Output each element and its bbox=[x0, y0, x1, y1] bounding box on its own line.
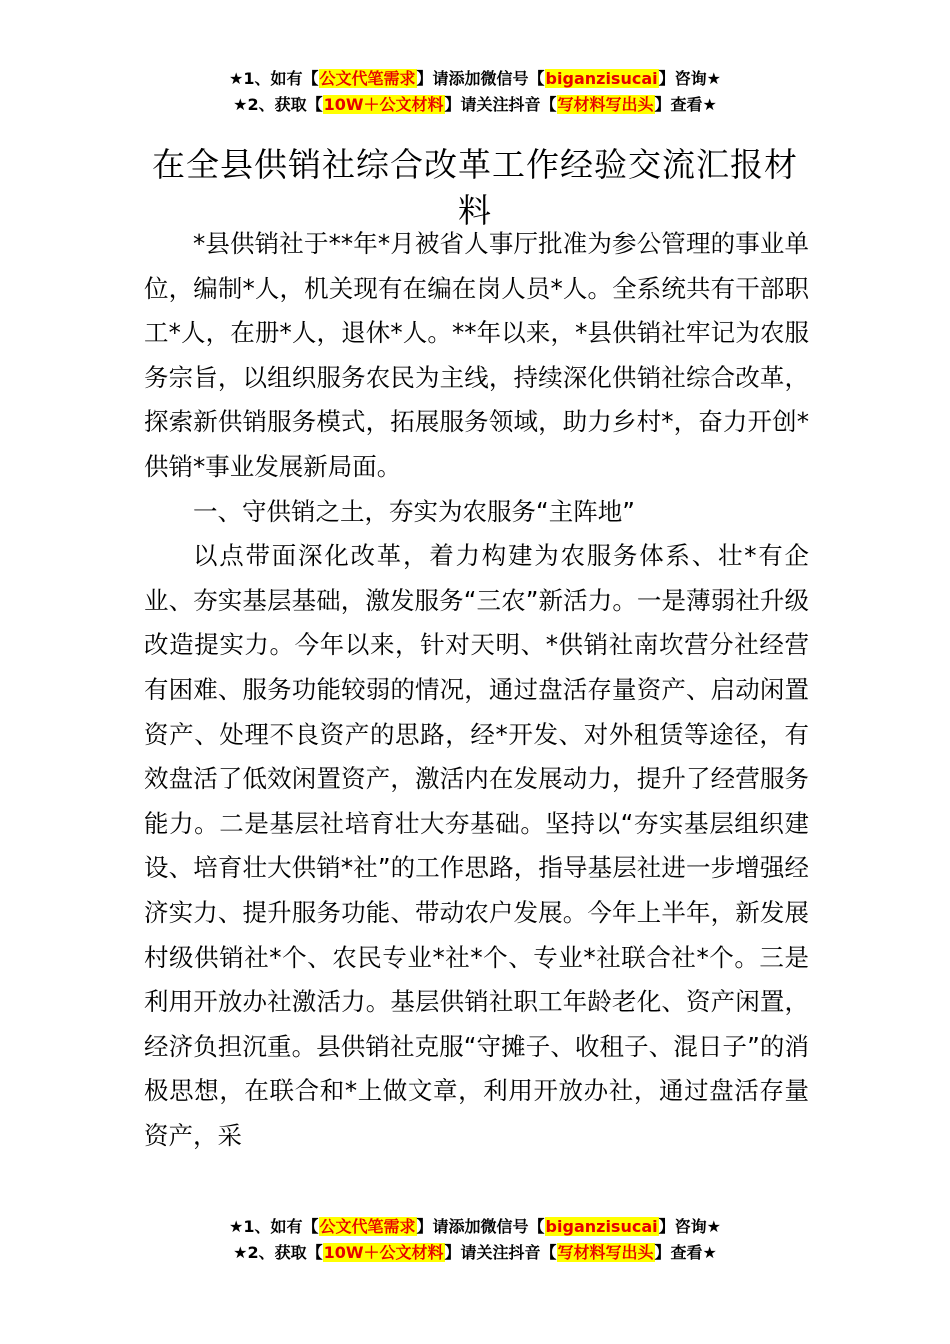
banner-line-2 bbox=[0, 1240, 950, 1266]
intro-paragraph: *县供销社于**年*月被省人事厅批准为参公管理的事业单位，编制*人，机关现有在编在岗人员*人。全系统共有干部职工*人，在册*人，退休*人。**年以来，*县供销社牢记为农服务宗旨，以组织服务农民为主线，持续深化供销社综合改革，探索新供销服务模式，拓展服务领域，助力乡村*，奋力开创*供销*事业发展新局面。 bbox=[144, 229, 809, 481]
banner-highlight-douyin: 写材料写出头 bbox=[557, 95, 654, 114]
banner-text: 】查看★ bbox=[654, 95, 717, 114]
banner-highlight-douyin: 写材料写出头 bbox=[557, 1243, 654, 1262]
banner-text: 】请添加微信号【 bbox=[416, 69, 545, 88]
banner-text: 】咨询★ bbox=[658, 69, 721, 88]
banner-text: 】咨询★ bbox=[658, 1217, 721, 1236]
document-title: 在全县供销社综合改革工作经验交流汇报材料 bbox=[152, 145, 798, 231]
banner-text: ★1、如有【 bbox=[229, 1217, 319, 1236]
banner-line-1 bbox=[0, 1214, 950, 1240]
banner-highlight: 公文代笔需求 bbox=[319, 69, 416, 88]
banner-highlight: 公文代笔需求 bbox=[319, 1217, 416, 1236]
document-body bbox=[144, 222, 809, 1158]
banner-line-1 bbox=[0, 66, 950, 92]
body-paragraph: 以点带面深化改革，着力构建为农服务体系、壮*有企业、夯实基层基础，激发服务“三农”新活力。一是薄弱社升级改造提实力。今年以来，针对天明、*供销社南坎营分社经营有困难、服务功能较弱的情况，通过盘活存量资产、启动闲置资产、处理不良资产的思路，经*开发、对外租赁等途径，有效盘活了低效闲置资产，激活内在发展动力，提升了经营服务能力。二是基层社培育壮大夯基础。坚持以“夯实基层组织建设、培育壮大供销*社”的工作思路，指导基层社进一步增强经济实力、提升服务功能、带动农户发展。今年上半年，新发展村级供销社*个、农民专业*社*个、专业*社联合社*个。三是利用开放办社激活力。基层供销社职工年龄老化、资产闲置，经济负担沉重。县供销社克服“守摊子、收租子、混日子”的消极思想，在联合和*上做文章，利用开放办社，通过盘活存量资产，采 bbox=[144, 541, 809, 1150]
banner-highlight: 10W＋公文材料 bbox=[323, 95, 444, 114]
banner-text: 】请关注抖音【 bbox=[444, 95, 557, 114]
banner-text: ★2、获取【 bbox=[233, 1243, 323, 1262]
banner-text: ★2、获取【 bbox=[233, 95, 323, 114]
banner-text: ★1、如有【 bbox=[229, 69, 319, 88]
banner-line-2 bbox=[0, 92, 950, 118]
section-heading: 一、守供销之土，夯实为农服务“主阵地” bbox=[193, 496, 635, 526]
banner-text: 】请关注抖音【 bbox=[444, 1243, 557, 1262]
banner-highlight: 10W＋公文材料 bbox=[323, 1243, 444, 1262]
banner-text: 】请添加微信号【 bbox=[416, 1217, 545, 1236]
banner-highlight-wechat: biganzisucai bbox=[545, 1217, 658, 1236]
banner-text: 】查看★ bbox=[654, 1243, 717, 1262]
header-banner bbox=[0, 66, 950, 118]
banner-highlight-wechat: biganzisucai bbox=[545, 69, 658, 88]
footer-banner bbox=[0, 1214, 950, 1266]
